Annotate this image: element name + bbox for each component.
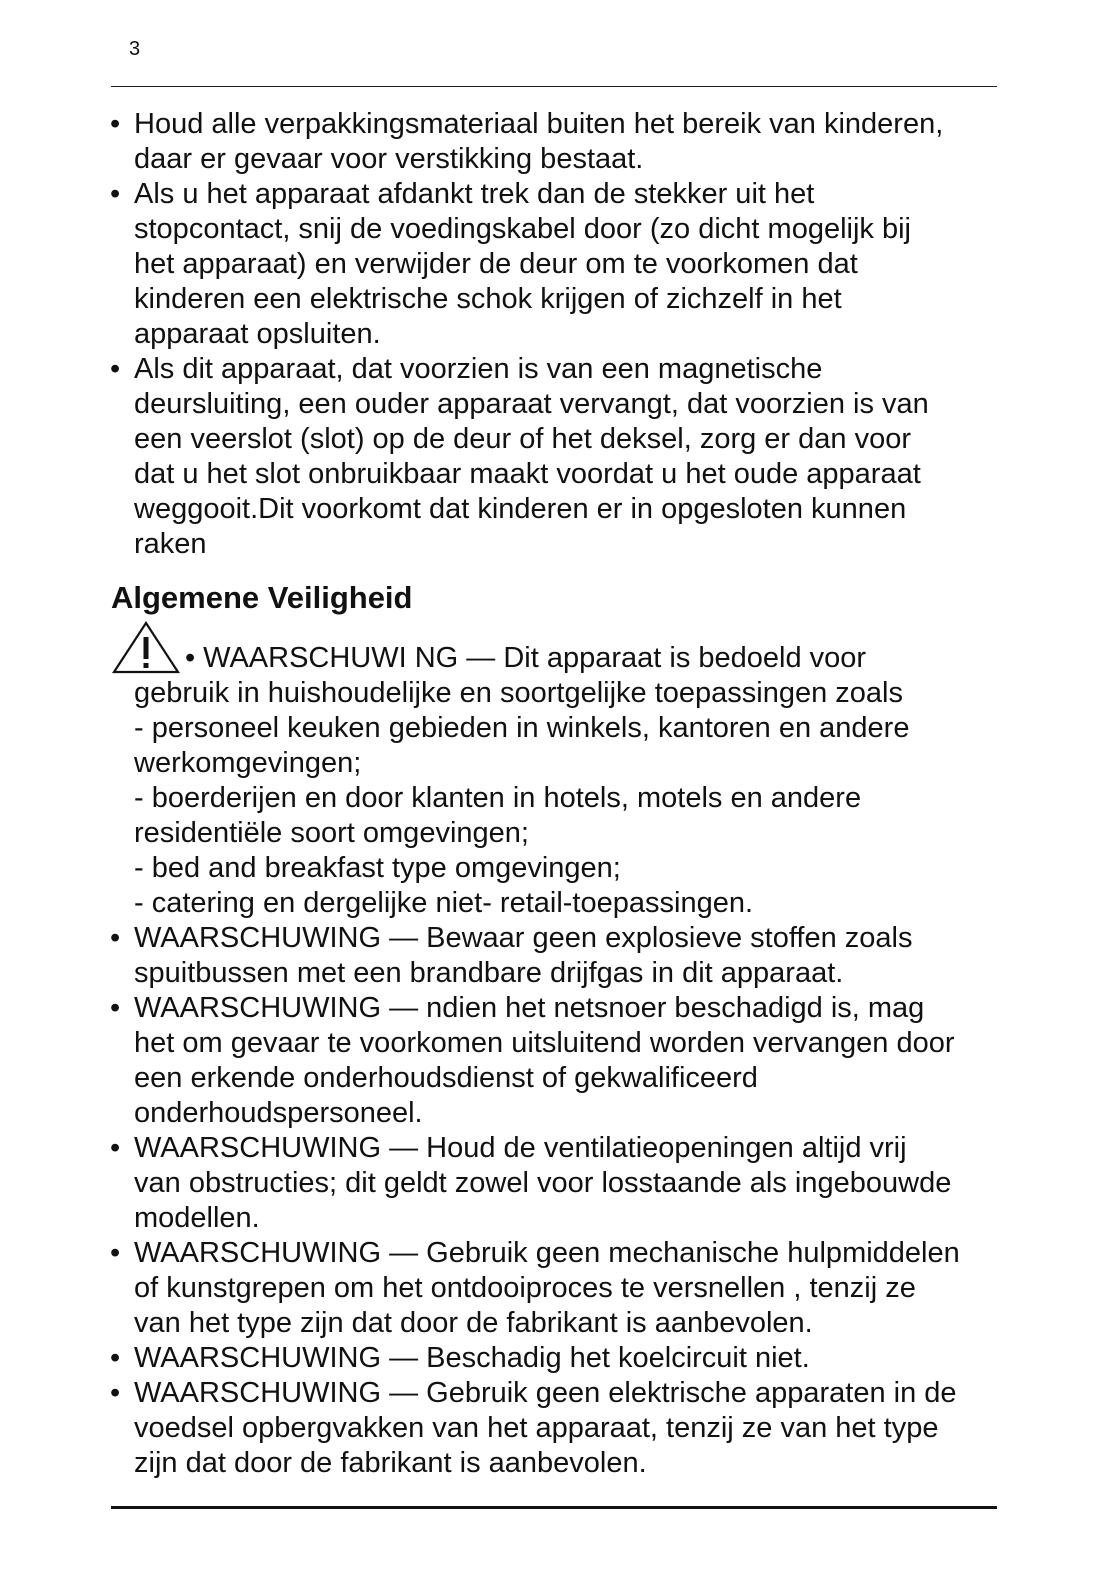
intro-bullet-list <box>111 107 1011 562</box>
list-item: • WAARSCHUWING — Gebruik geen mechanische hulpmiddelen of kunstgrepen om het ontdooiproces te versnellen , tenzij ze van het type zijn dat door de fabrikant is aanbevolen. <box>111 1236 1011 1341</box>
list-item: • WAARSCHUWING — Houd de ventilatieopeningen altijd vrij van obstructies; dit geldt zowel voor losstaande als ingebouwde modellen. <box>111 1131 1011 1236</box>
warning-bullet-list <box>111 921 1011 1481</box>
list-item: • WAARSCHUWING — Bewaar geen explosieve stoffen zoals spuitbussen met een brandbare drijfgas in dit apparaat. <box>111 921 1011 991</box>
bullet-dot: • <box>185 642 196 674</box>
first-warning-line <box>111 620 1011 676</box>
first-warning-text: WAARSCHUWI NG — Dit apparaat is bedoeld voor <box>203 642 867 674</box>
page-number: 3 <box>129 38 141 60</box>
first-warning-continuation: gebruik in huishoudelijke en soortgelijke toepassingen zoals - personeel keuken gebieden in winkels, kantoren en andere werkomgevingen; - boerderijen en door klanten in hotels, motels en andere residentiële soort omgevingen; - bed and breakfast type omgevingen; - catering en dergelijke niet- retail-toepassingen. <box>134 677 910 919</box>
list-item: • WAARSCHUWING — Gebruik geen elektrische apparaten in de voedsel opbergvakken van het apparaat, tenzij ze van het type zijn dat door de fabrikant is aanbevolen. <box>111 1376 1011 1481</box>
bottom-divider <box>111 1506 997 1509</box>
warning-triangle-icon <box>111 620 181 676</box>
warning-section <box>111 620 1011 1481</box>
intro-section <box>111 107 1011 562</box>
list-item: • Houd alle verpakkingsmateriaal buiten het bereik van kinderen, daar er gevaar voor verstikking bestaat. <box>111 107 1011 177</box>
list-item: • Als dit apparaat, dat voorzien is van een magnetische deursluiting, een ouder apparaat vervangt, dat voorzien is van een veerslot (slot) op de deur of het deksel, zorg er dan voor dat u het slot onbruikbaar maakt voordat u het oude apparaat weggooit.Dit voorkomt dat kinderen er in opgesloten kunnen raken <box>111 352 1011 562</box>
section-heading: Algemene Veiligheid <box>111 580 413 615</box>
list-item: • Als u het apparaat afdankt trek dan de stekker uit het stopcontact, snij de voedingskabel door (zo dicht mogelijk bij het apparaat) en verwijder de deur om te voorkomen dat kinderen een elektrische schok krijgen of zichzelf in het apparaat opsluiten. <box>111 177 1011 352</box>
list-item: • WAARSCHUWING — Beschadig het koelcircuit niet. <box>111 1341 1011 1376</box>
list-item: • WAARSCHUWING — ndien het netsnoer beschadigd is, mag het om gevaar te voorkomen uitsluitend worden vervangen door een erkende onderhoudsdienst of gekwalificeerd onderhoudspersoneel. <box>111 991 1011 1131</box>
top-divider <box>111 86 997 87</box>
